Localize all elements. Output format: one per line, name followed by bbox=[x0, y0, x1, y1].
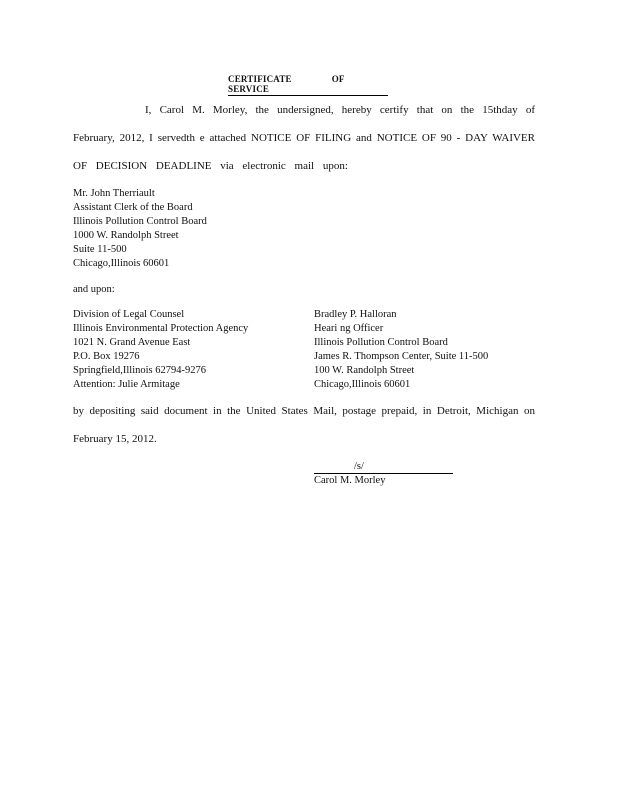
address-line: Heari ng Officer bbox=[314, 323, 384, 334]
title-word-of: OF bbox=[331, 74, 345, 84]
address-line: P.O. Box 19276 bbox=[73, 351, 140, 362]
signature-mark: /s/ bbox=[354, 461, 364, 472]
and-upon-label: and upon: bbox=[73, 284, 115, 295]
address-line: Mr. John Therriault bbox=[73, 188, 155, 199]
body-line-1: I, Carol M. Morley, the undersigned, hereby certify that on the 15thday of bbox=[145, 104, 535, 116]
address-line: Springfield,Illinois 62794-9276 bbox=[73, 365, 206, 376]
signer-name: Carol M. Morley bbox=[314, 475, 386, 486]
address-line: Illinois Environmental Protection Agency bbox=[73, 323, 249, 334]
recipient-clerk-address bbox=[73, 187, 207, 271]
address-line: Illinois Pollution Control Board bbox=[314, 337, 448, 348]
signature-line bbox=[314, 473, 453, 474]
title-word-service: SERVICE bbox=[228, 84, 270, 94]
address-line: Attention: Julie Armitage bbox=[73, 379, 180, 390]
address-line: Suite 11-500 bbox=[73, 244, 127, 255]
body-line-2: February, 2012, I servedth e attached NOTICE OF FILING and NOTICE OF 90 - DAY WAIVER bbox=[73, 132, 535, 144]
title-word-certificate: CERTIFICATE bbox=[228, 74, 292, 84]
address-line: 100 W. Randolph Street bbox=[314, 365, 415, 376]
body-line-3: OF DECISION DEADLINE via electronic mail upon: bbox=[73, 160, 348, 172]
address-line: James R. Thompson Center, Suite 11-500 bbox=[314, 351, 489, 362]
recipient-iepa-address bbox=[73, 308, 248, 392]
closing-line-2: February 15, 2012. bbox=[73, 433, 157, 445]
address-line: Chicago,Illinois 60601 bbox=[73, 258, 170, 269]
address-line: Chicago,Illinois 60601 bbox=[314, 379, 411, 390]
document-title bbox=[228, 74, 388, 96]
address-line: Division of Legal Counsel bbox=[73, 309, 185, 320]
address-line: Assistant Clerk of the Board bbox=[73, 202, 193, 213]
address-line: 1000 W. Randolph Street bbox=[73, 230, 179, 241]
recipient-hearing-officer-address bbox=[314, 308, 488, 392]
closing-line-1: by depositing said document in the United States Mail, postage prepaid, in Detroit, Michigan on bbox=[73, 405, 535, 417]
address-line: Bradley P. Halloran bbox=[314, 309, 397, 320]
address-line: Illinois Pollution Control Board bbox=[73, 216, 207, 227]
address-line: 1021 N. Grand Avenue East bbox=[73, 337, 191, 348]
